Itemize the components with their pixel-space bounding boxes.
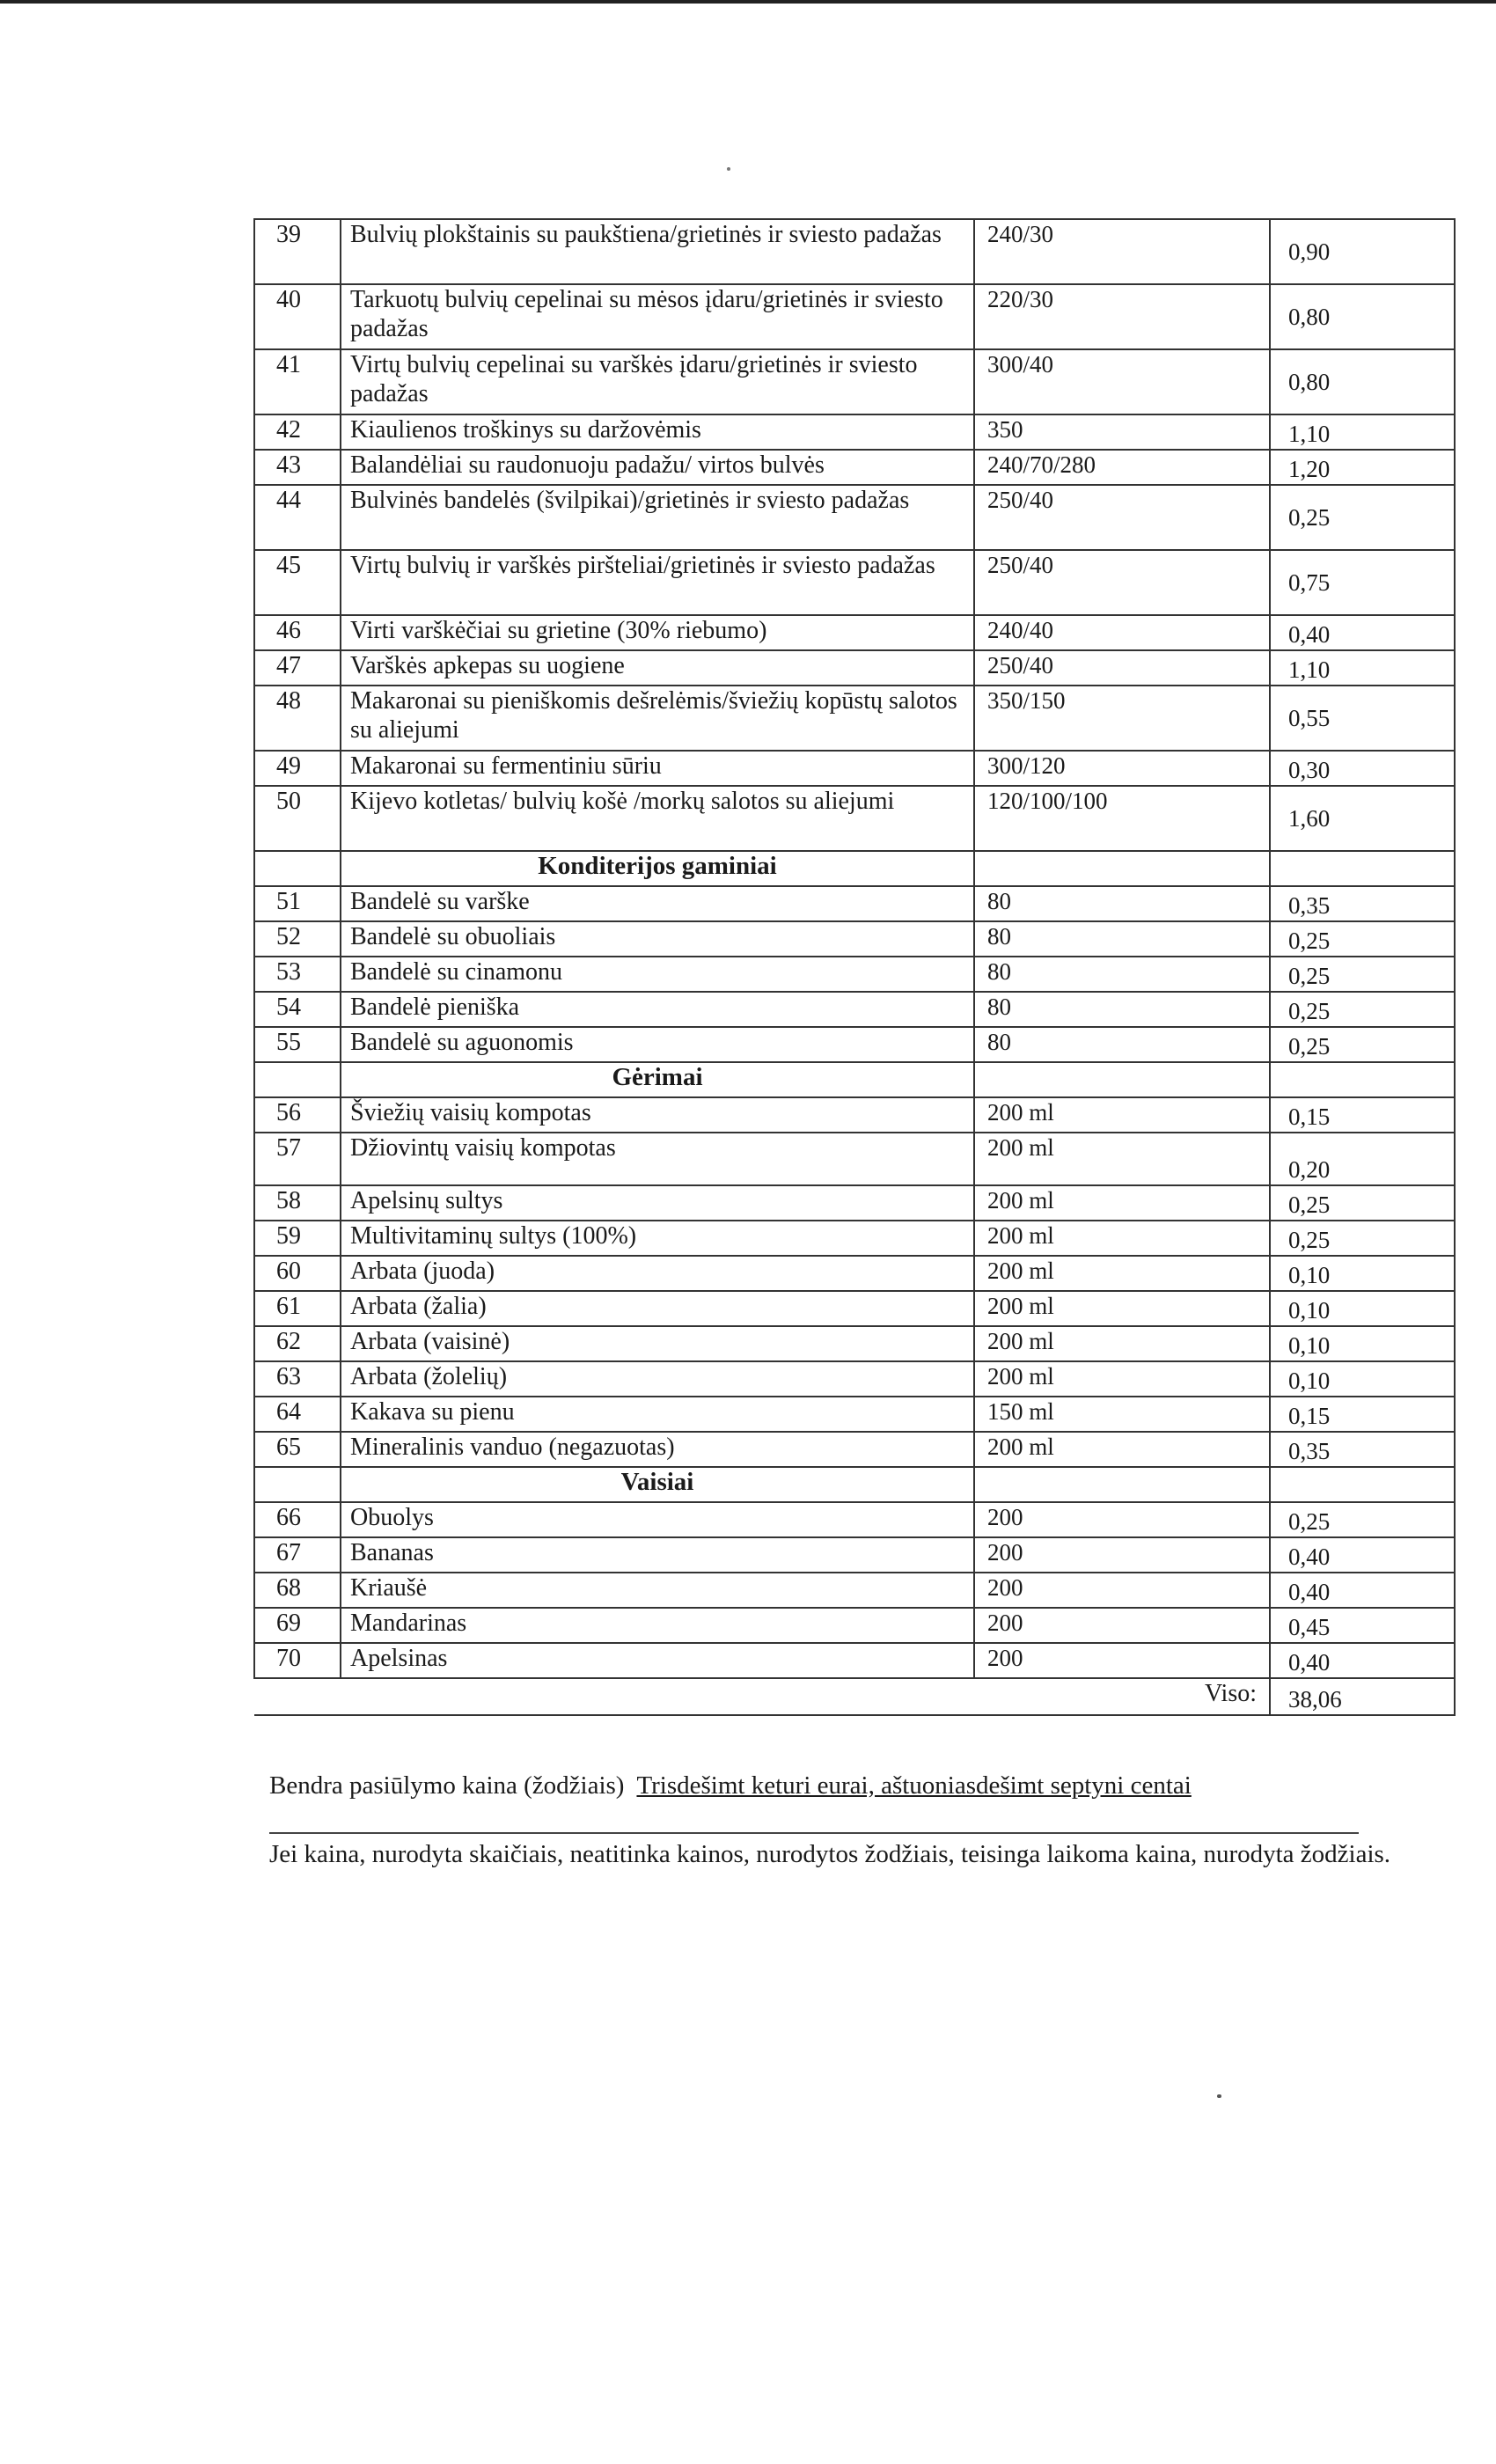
price-cell: 0,10	[1270, 1326, 1455, 1361]
dish-name: Džiovintų vaisių kompotas	[341, 1133, 974, 1185]
row-number: 47	[254, 650, 341, 686]
dish-name: Varškės apkepas su uogiene	[341, 650, 974, 686]
row-number: 63	[254, 1361, 341, 1397]
portion-size: 150 ml	[974, 1397, 1270, 1432]
row-number: 60	[254, 1256, 341, 1291]
price-note: Jei kaina, nurodyta skaičiais, neatitinka kainos, nurodytos žodžiais, teisinga laikoma kaina, nurodyta žodžiais.	[269, 1840, 1391, 1868]
section-header-row	[254, 1467, 1455, 1502]
portion-size: 80	[974, 921, 1270, 957]
portion-size: 200 ml	[974, 1221, 1270, 1256]
row-number: 48	[254, 686, 341, 751]
dish-name: Kakava su pienu	[341, 1397, 974, 1432]
dish-name: Bananas	[341, 1537, 974, 1573]
scan-speck	[1217, 2094, 1221, 2098]
price-cell: 1,20	[1270, 450, 1455, 485]
empty-cell	[254, 1678, 974, 1715]
portion-size: 80	[974, 886, 1270, 921]
portion-size: 300/120	[974, 751, 1270, 786]
portion-size: 200 ml	[974, 1185, 1270, 1221]
price-cell: 0,25	[1270, 992, 1455, 1027]
dish-name: Bandelė su varške	[341, 886, 974, 921]
table-row	[254, 921, 1455, 957]
row-number: 50	[254, 786, 341, 851]
portion-size: 200 ml	[974, 1326, 1270, 1361]
total-in-words-label: Bendra pasiūlymo kaina (žodžiais)	[269, 1771, 625, 1800]
row-number: 65	[254, 1432, 341, 1467]
price-cell: 0,25	[1270, 921, 1455, 957]
price-cell: 0,25	[1270, 1221, 1455, 1256]
portion-size: 200 ml	[974, 1361, 1270, 1397]
portion-size: 80	[974, 992, 1270, 1027]
price-cell: 0,35	[1270, 886, 1455, 921]
empty-cell	[974, 1467, 1270, 1502]
price-cell: 0,20	[1270, 1133, 1455, 1185]
portion-size: 200	[974, 1537, 1270, 1573]
row-number: 45	[254, 550, 341, 615]
row-number: 53	[254, 957, 341, 992]
dish-name: Arbata (juoda)	[341, 1256, 974, 1291]
dish-name: Mineralinis vanduo (negazuotas)	[341, 1432, 974, 1467]
dish-name: Bandelė pieniška	[341, 992, 974, 1027]
dish-name: Bandelė su cinamonu	[341, 957, 974, 992]
price-cell: 0,90	[1270, 219, 1455, 284]
row-number: 43	[254, 450, 341, 485]
signature-line	[269, 1832, 1359, 1834]
table-row	[254, 686, 1455, 751]
row-number: 39	[254, 219, 341, 284]
row-number: 44	[254, 485, 341, 550]
row-number: 58	[254, 1185, 341, 1221]
row-number: 40	[254, 284, 341, 349]
section-title-konditerija: Konditerijos gaminiai	[341, 851, 974, 886]
portion-size: 240/40	[974, 615, 1270, 650]
scan-speck	[727, 167, 730, 171]
total-in-words-value: Trisdešimt keturi eurai, aštuoniasdešimt septyni centai	[636, 1771, 1192, 1800]
table-row	[254, 886, 1455, 921]
price-cell: 0,25	[1270, 1502, 1455, 1537]
dish-name: Virtų bulvių cepelinai su varškės įdaru/grietinės ir sviesto padažas	[341, 349, 974, 414]
dish-name: Makaronai su pieniškomis dešrelėmis/šviežių kopūstų salotos su aliejumi	[341, 686, 974, 751]
portion-size: 200 ml	[974, 1133, 1270, 1185]
price-cell: 1,10	[1270, 650, 1455, 686]
empty-cell	[1270, 1467, 1455, 1502]
row-number: 49	[254, 751, 341, 786]
dish-name: Šviežių vaisių kompotas	[341, 1097, 974, 1133]
portion-size: 200 ml	[974, 1291, 1270, 1326]
dish-name: Bandelė su obuoliais	[341, 921, 974, 957]
price-cell: 0,10	[1270, 1256, 1455, 1291]
row-number: 69	[254, 1608, 341, 1643]
section-header-row	[254, 851, 1455, 886]
row-number: 67	[254, 1537, 341, 1573]
empty-cell	[1270, 851, 1455, 886]
dish-name: Multivitaminų sultys (100%)	[341, 1221, 974, 1256]
dish-name: Bandelė su aguonomis	[341, 1027, 974, 1062]
price-cell: 0,40	[1270, 1537, 1455, 1573]
row-number: 57	[254, 1133, 341, 1185]
empty-cell	[254, 1062, 341, 1097]
portion-size: 300/40	[974, 349, 1270, 414]
dish-name: Kriaušė	[341, 1573, 974, 1608]
portion-size: 200 ml	[974, 1097, 1270, 1133]
table-row	[254, 1573, 1455, 1608]
table-row	[254, 1221, 1455, 1256]
price-cell: 0,10	[1270, 1291, 1455, 1326]
portion-size: 250/40	[974, 485, 1270, 550]
table-row	[254, 414, 1455, 450]
table-row	[254, 1397, 1455, 1432]
total-value: 38,06	[1270, 1678, 1455, 1715]
price-cell: 0,75	[1270, 550, 1455, 615]
dish-name: Kiaulienos troškinys su daržovėmis	[341, 414, 974, 450]
price-cell: 0,10	[1270, 1361, 1455, 1397]
section-title-gerimai: Gėrimai	[341, 1062, 974, 1097]
portion-size: 120/100/100	[974, 786, 1270, 851]
table-row	[254, 1608, 1455, 1643]
table-row	[254, 1502, 1455, 1537]
table-row	[254, 485, 1455, 550]
row-number: 64	[254, 1397, 341, 1432]
table-row	[254, 1185, 1455, 1221]
total-row	[254, 1678, 1455, 1715]
table-row	[254, 1097, 1455, 1133]
portion-size: 220/30	[974, 284, 1270, 349]
table-row	[254, 1291, 1455, 1326]
portion-size: 350	[974, 414, 1270, 450]
portion-size: 80	[974, 1027, 1270, 1062]
total-label: Viso:	[974, 1678, 1270, 1715]
row-number: 59	[254, 1221, 341, 1256]
portion-size: 350/150	[974, 686, 1270, 751]
portion-size: 200	[974, 1502, 1270, 1537]
dish-name: Tarkuotų bulvių cepelinai su mėsos įdaru/grietinės ir sviesto padažas	[341, 284, 974, 349]
row-number: 54	[254, 992, 341, 1027]
row-number: 52	[254, 921, 341, 957]
table-row	[254, 992, 1455, 1027]
row-number: 56	[254, 1097, 341, 1133]
price-cell: 0,15	[1270, 1397, 1455, 1432]
dish-name: Balandėliai su raudonuoju padažu/ virtos bulvės	[341, 450, 974, 485]
price-cell: 0,25	[1270, 1185, 1455, 1221]
row-number: 66	[254, 1502, 341, 1537]
section-header-row	[254, 1062, 1455, 1097]
row-number: 55	[254, 1027, 341, 1062]
dish-name: Virti varškėčiai su grietine (30% riebumo)	[341, 615, 974, 650]
empty-cell	[974, 851, 1270, 886]
price-cell: 0,40	[1270, 1573, 1455, 1608]
price-cell: 0,30	[1270, 751, 1455, 786]
price-cell: 0,80	[1270, 349, 1455, 414]
row-number: 42	[254, 414, 341, 450]
dish-name: Apelsinas	[341, 1643, 974, 1678]
row-number: 46	[254, 615, 341, 650]
price-cell: 0,40	[1270, 615, 1455, 650]
empty-cell	[254, 1467, 341, 1502]
table-row	[254, 957, 1455, 992]
price-table-body	[254, 219, 1455, 1715]
table-row	[254, 284, 1455, 349]
dish-name: Kijevo kotletas/ bulvių košė /morkų salotos su aliejumi	[341, 786, 974, 851]
price-cell: 0,35	[1270, 1432, 1455, 1467]
price-cell: 0,25	[1270, 1027, 1455, 1062]
table-row	[254, 786, 1455, 851]
empty-cell	[254, 851, 341, 886]
dish-name: Arbata (žolelių)	[341, 1361, 974, 1397]
total-in-words	[269, 1771, 1413, 1800]
portion-size: 200	[974, 1608, 1270, 1643]
price-cell: 0,40	[1270, 1643, 1455, 1678]
price-cell: 0,15	[1270, 1097, 1455, 1133]
dish-name: Arbata (žalia)	[341, 1291, 974, 1326]
table-row	[254, 349, 1455, 414]
table-row	[254, 450, 1455, 485]
table-row	[254, 1027, 1455, 1062]
dish-name: Virtų bulvių ir varškės piršteliai/grietinės ir sviesto padažas	[341, 550, 974, 615]
table-row	[254, 1133, 1455, 1185]
dish-name: Obuolys	[341, 1502, 974, 1537]
table-row	[254, 550, 1455, 615]
portion-size: 200 ml	[974, 1432, 1270, 1467]
portion-size: 240/70/280	[974, 450, 1270, 485]
table-row	[254, 219, 1455, 284]
empty-cell	[1270, 1062, 1455, 1097]
price-cell: 1,10	[1270, 414, 1455, 450]
price-cell: 0,55	[1270, 686, 1455, 751]
portion-size: 250/40	[974, 550, 1270, 615]
row-number: 70	[254, 1643, 341, 1678]
section-title-vaisiai: Vaisiai	[341, 1467, 974, 1502]
top-scan-edge	[0, 0, 1496, 4]
table-row	[254, 1432, 1455, 1467]
row-number: 61	[254, 1291, 341, 1326]
price-cell: 0,25	[1270, 957, 1455, 992]
dish-name: Makaronai su fermentiniu sūriu	[341, 751, 974, 786]
portion-size: 200	[974, 1573, 1270, 1608]
portion-size: 250/40	[974, 650, 1270, 686]
table-row	[254, 751, 1455, 786]
portion-size: 80	[974, 957, 1270, 992]
portion-size: 200	[974, 1643, 1270, 1678]
price-cell: 1,60	[1270, 786, 1455, 851]
table-row	[254, 1326, 1455, 1361]
row-number: 41	[254, 349, 341, 414]
table-row	[254, 1537, 1455, 1573]
dish-name: Bulvių plokštainis su paukštiena/grietinės ir sviesto padažas	[341, 219, 974, 284]
row-number: 68	[254, 1573, 341, 1608]
row-number: 62	[254, 1326, 341, 1361]
table-row	[254, 650, 1455, 686]
row-number: 51	[254, 886, 341, 921]
table-row	[254, 1643, 1455, 1678]
table-row	[254, 1256, 1455, 1291]
price-cell: 0,25	[1270, 485, 1455, 550]
portion-size: 240/30	[974, 219, 1270, 284]
table-row	[254, 615, 1455, 650]
price-cell: 0,80	[1270, 284, 1455, 349]
price-table	[253, 218, 1456, 1716]
dish-name: Apelsinų sultys	[341, 1185, 974, 1221]
table-row	[254, 1361, 1455, 1397]
price-cell: 0,45	[1270, 1608, 1455, 1643]
dish-name: Bulvinės bandelės (švilpikai)/grietinės ir sviesto padažas	[341, 485, 974, 550]
portion-size: 200 ml	[974, 1256, 1270, 1291]
dish-name: Mandarinas	[341, 1608, 974, 1643]
empty-cell	[974, 1062, 1270, 1097]
dish-name: Arbata (vaisinė)	[341, 1326, 974, 1361]
